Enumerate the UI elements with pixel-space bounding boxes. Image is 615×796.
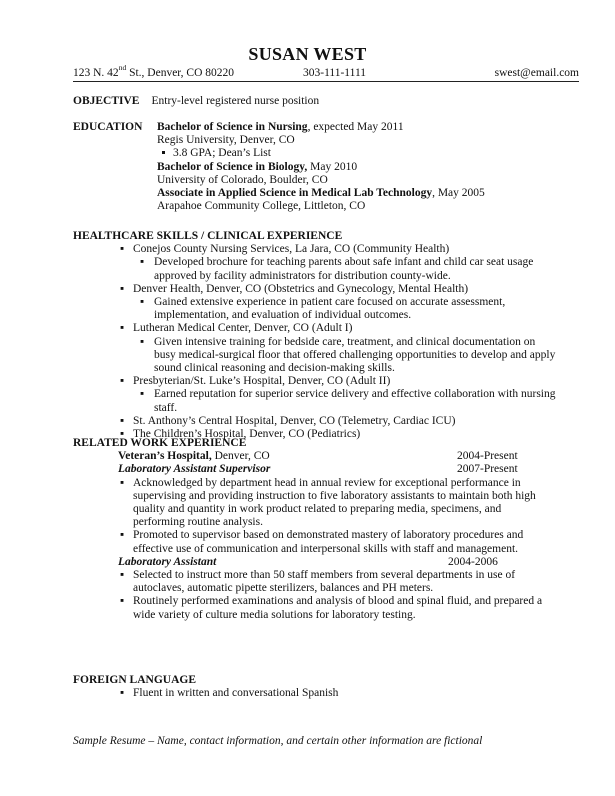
bullet-icon: ▪ (120, 568, 125, 581)
detail-line: Gained extensive experience in patient care focused on accurate assessment, (154, 296, 506, 309)
square-bullet-icon (162, 151, 165, 154)
clinical-site-3 (73, 322, 579, 335)
detail-line: approved by facility administrators for distribution county-wide. (154, 269, 451, 282)
address (73, 63, 235, 80)
clinical-site-5 (73, 415, 579, 428)
employer-dates: 2004-Present (457, 450, 518, 463)
detail-line: Acknowledged by department head in annual review for exceptional performance in (133, 476, 521, 489)
employer-name: Veteran’s Hospital, (118, 450, 212, 463)
role-1-dates: 2007-Present (457, 463, 518, 476)
bullet-icon: ▪ (120, 322, 125, 335)
bullet-icon: ▪ (120, 476, 125, 489)
bullet-icon: ▪ (120, 529, 125, 542)
detail-line: Selected to instruct more than 50 staff members from several departments in use of (133, 568, 516, 581)
degree-1-school: Regis University, Denver, CO (157, 134, 295, 147)
detail-line: Developed brochure for teaching parents about safe infant and child car seat usage (154, 256, 534, 269)
detail-line: performing routine analysis. (133, 516, 263, 529)
degree-1-title: Bachelor of Science in Nursing (157, 121, 308, 133)
degree-3-title: Associate in Applied Science in Medical Lab Technology (157, 187, 433, 200)
role-2-row (73, 556, 579, 569)
detail-line: quality and quantity in work product related to preparing media, specimens, and (133, 502, 502, 515)
employer-location: Denver, CO (211, 450, 270, 463)
contact-line (73, 63, 579, 80)
clinical-site-4 (73, 375, 579, 388)
address-number: 123 N. 42 (73, 67, 119, 79)
address-suffix: nd (118, 63, 127, 73)
bullet-icon: ▪ (120, 414, 125, 427)
bullet-icon: ▪ (140, 256, 145, 269)
clinical-site-5-text: St. Anthony’s Central Hospital, Denver, CO (Telemetry, Cardiac ICU) (133, 414, 456, 427)
role-1-bullet-2 (73, 529, 579, 555)
detail-line: implementation, and evaluation of individual outcomes. (154, 309, 412, 322)
language-item (73, 687, 579, 700)
objective-section (73, 95, 579, 108)
work-heading: RELATED WORK EXPERIENCE (73, 437, 247, 449)
header-divider (73, 81, 579, 82)
phone: 303-111-1111 (303, 67, 367, 79)
degree-1-honors (157, 147, 577, 160)
detail-line: Routinely performed examinations and analysis of blood and spinal fluid, and prepared a (133, 595, 543, 608)
clinical-site-4-text: Presbyterian/St. Luke’s Hospital, Denver, CO (Adult II) (133, 375, 391, 388)
bullet-icon: ▪ (140, 388, 145, 401)
clinical-site-1 (73, 243, 579, 256)
education-list (157, 121, 577, 213)
degree-1-date: , expected May 2011 (307, 121, 404, 133)
degree-2-date: May 2010 (307, 160, 358, 173)
role-2-bullet-2 (73, 595, 579, 621)
detail-line: Earned reputation for superior service delivery and effective collaboration with nursing (154, 388, 556, 401)
bullet-icon: ▪ (140, 335, 145, 348)
work-section (73, 437, 579, 622)
detail-line: busy medical-surgical floor that offered challenging opportunities to develop and apply (154, 348, 556, 361)
healthcare-heading: HEALTHCARE SKILLS / CLINICAL EXPERIENCE (73, 230, 343, 242)
detail-line: sound clinical reasoning and decision-making skills. (154, 362, 395, 375)
detail-line: effective use of communication and interpersonal skills with staff and management. (133, 542, 519, 555)
language-text: Fluent in written and conversational Spanish (133, 687, 339, 700)
language-heading: FOREIGN LANGUAGE (73, 674, 196, 686)
detail-line: Promoted to supervisor based on demonstrated mastery of laboratory procedures and (133, 529, 524, 542)
candidate-name: SUSAN WEST (248, 44, 367, 64)
degree-3 (157, 187, 577, 200)
detail-line: supervising and providing instruction to five laboratory assistants to maintain both high (133, 489, 536, 502)
clinical-site-3-text: Lutheran Medical Center, Denver, CO (Adult I) (133, 322, 353, 335)
footer-note: Sample Resume – Name, contact information, and certain other information are fictional (73, 735, 483, 747)
bullet-icon: ▪ (120, 595, 125, 608)
degree-1 (157, 121, 577, 134)
employer-row (73, 450, 579, 463)
degree-2-school: University of Colorado, Boulder, CO (157, 173, 328, 186)
email: swest@email.com (494, 67, 579, 79)
bullet-icon: ▪ (120, 428, 125, 441)
bullet-icon: ▪ (120, 282, 125, 295)
clinical-site-2 (73, 283, 579, 296)
detail-line: Given intensive training for bedside care, treatment, and clinical documentation on (154, 335, 536, 348)
healthcare-section (73, 230, 579, 441)
degree-3-date: , May 2005 (432, 187, 485, 200)
clinical-site-1-text: Conejos County Nursing Services, La Jara, CO (Community Health) (133, 243, 450, 256)
detail-line: autoclaves, automatic pipette sterilizers, balances and PH meters. (133, 582, 434, 595)
clinical-site-2-detail (73, 296, 579, 322)
clinical-site-1-detail (73, 256, 579, 282)
clinical-site-3-detail (73, 336, 579, 376)
degree-2-title: Bachelor of Science in Biology, (157, 160, 308, 173)
objective-label: OBJECTIVE (73, 95, 140, 107)
bullet-icon: ▪ (140, 296, 145, 309)
role-2-dates: 2004-2006 (448, 555, 498, 568)
role-2-bullet-1 (73, 569, 579, 595)
detail-line: wide variety of culture media solutions for laboratory testing. (133, 608, 416, 621)
role-1-bullet-1 (73, 477, 579, 530)
gpa-text: 3.8 GPA; Dean’s List (173, 147, 271, 160)
bullet-icon: ▪ (120, 375, 125, 388)
degree-3-school: Arapahoe Community College, Littleton, CO (157, 200, 366, 213)
role-1-title: Laboratory Assistant Supervisor (118, 463, 271, 476)
clinical-site-2-text: Denver Health, Denver, CO (Obstetrics and Gynecology, Mental Health) (133, 282, 469, 295)
language-section (73, 674, 579, 700)
role-2-title: Laboratory Assistant (118, 555, 217, 568)
bullet-icon: ▪ (120, 243, 125, 256)
clinical-site-4-detail (73, 388, 579, 414)
clinical-site-6-text: The Children’s Hospital, Denver, CO (Pediatrics) (133, 428, 361, 441)
bullet-icon: ▪ (120, 687, 125, 700)
detail-line: staff. (154, 401, 178, 414)
objective-text: Entry-level registered nurse position (151, 95, 320, 107)
education-label: EDUCATION (73, 121, 143, 133)
role-1-row (73, 463, 579, 476)
address-street: St., Denver, CO 80220 (126, 67, 235, 79)
degree-2 (157, 161, 577, 174)
